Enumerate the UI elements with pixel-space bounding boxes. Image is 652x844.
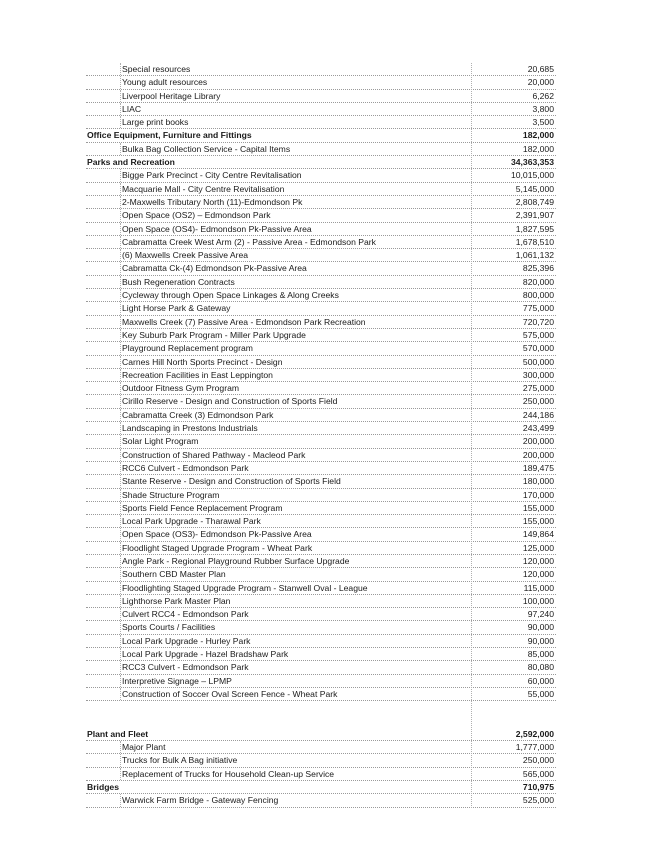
item-description: Culvert RCC4 - Edmondson Park bbox=[122, 609, 249, 620]
item-amount: 10,015,000 bbox=[510, 170, 554, 181]
table-row bbox=[86, 794, 556, 807]
item-description: Stante Reserve - Design and Construction of Sports Field bbox=[122, 476, 341, 487]
item-amount: 100,000 bbox=[522, 595, 554, 606]
item-amount: 300,000 bbox=[522, 369, 554, 380]
category-total: 34,363,353 bbox=[510, 157, 554, 168]
table-row bbox=[86, 183, 556, 196]
table-row bbox=[86, 754, 556, 767]
item-amount: 20,000 bbox=[527, 77, 554, 88]
item-amount: 80,080 bbox=[527, 662, 554, 673]
item-description: Landscaping in Prestons Industrials bbox=[122, 423, 258, 434]
item-description: Floodlight Staged Upgrade Program - Wheat Park bbox=[122, 542, 313, 553]
amount-column-divider bbox=[471, 63, 472, 808]
table-row bbox=[86, 209, 556, 222]
item-amount: 800,000 bbox=[522, 290, 554, 301]
table-row bbox=[86, 369, 556, 382]
table-row bbox=[86, 276, 556, 289]
item-amount: 570,000 bbox=[522, 343, 554, 354]
item-amount: 720,720 bbox=[522, 316, 554, 327]
item-description: Open Space (OS4)- Edmondson Pk-Passive Area bbox=[122, 223, 312, 234]
blank-row bbox=[86, 715, 556, 728]
item-amount: 115,000 bbox=[523, 582, 554, 593]
item-amount: 120,000 bbox=[522, 555, 554, 566]
item-amount: 170,000 bbox=[522, 489, 554, 500]
item-amount: 825,396 bbox=[522, 263, 554, 274]
item-amount: 120,000 bbox=[522, 569, 554, 580]
item-amount: 244,186 bbox=[522, 409, 554, 420]
table-row bbox=[86, 675, 556, 688]
item-description: 2-Maxwells Tributary North (11)-Edmondson Pk bbox=[122, 196, 303, 207]
table-row bbox=[86, 116, 556, 129]
table-row bbox=[86, 435, 556, 448]
item-amount: 55,000 bbox=[527, 688, 554, 699]
category-name: Plant and Fleet bbox=[87, 728, 149, 739]
category-row bbox=[86, 129, 556, 142]
item-description: Carnes Hill North Sports Precinct - Design bbox=[122, 356, 283, 367]
table-row bbox=[86, 621, 556, 634]
item-amount: 243,499 bbox=[522, 423, 554, 434]
item-amount: 189,475 bbox=[522, 462, 554, 473]
item-description: Cabramatta Ck-(4) Edmondson Pk-Passive Area bbox=[122, 263, 307, 274]
item-description: Replacement of Trucks for Household Clean-up Service bbox=[122, 768, 335, 779]
table-row bbox=[86, 555, 556, 568]
table-row bbox=[86, 422, 556, 435]
item-amount: 6,262 bbox=[532, 90, 554, 101]
table-row bbox=[86, 76, 556, 89]
item-description: Cycleway through Open Space Linkages & Along Creeks bbox=[122, 290, 339, 301]
item-amount: 20,685 bbox=[527, 64, 554, 74]
item-amount: 1,061,132 bbox=[515, 250, 554, 261]
table-row bbox=[86, 528, 556, 541]
item-description: Local Park Upgrade - Tharawal Park bbox=[122, 516, 261, 527]
item-amount: 275,000 bbox=[522, 383, 554, 394]
item-description: Local Park Upgrade - Hurley Park bbox=[122, 635, 251, 646]
item-description: Trucks for Bulk A Bag initiative bbox=[122, 755, 238, 766]
item-description: Bush Regeneration Contracts bbox=[122, 276, 235, 287]
category-row bbox=[86, 156, 556, 169]
table-row bbox=[86, 661, 556, 674]
item-description: Solar Light Program bbox=[122, 436, 199, 447]
table-row bbox=[86, 462, 556, 475]
item-amount: 775,000 bbox=[522, 303, 554, 314]
item-description: Construction of Shared Pathway - Macleod Park bbox=[122, 449, 306, 460]
item-description: Liverpool Heritage Library bbox=[122, 90, 221, 101]
item-description: Lighthorse Park Master Plan bbox=[122, 595, 231, 606]
item-amount: 3,800 bbox=[532, 103, 554, 114]
item-amount: 155,000 bbox=[522, 502, 554, 513]
item-description: Open Space (OS3)- Edmondson Pk-Passive Area bbox=[122, 529, 312, 540]
table-row bbox=[86, 608, 556, 621]
item-amount: 820,000 bbox=[522, 276, 554, 287]
item-amount: 125,000 bbox=[522, 542, 554, 553]
item-description: Floodlighting Staged Upgrade Program - Stanwell Oval - League bbox=[122, 582, 368, 593]
table-row bbox=[86, 289, 556, 302]
item-amount: 2,808,749 bbox=[515, 196, 554, 207]
table-row bbox=[86, 169, 556, 182]
item-description: Light Horse Park & Gateway bbox=[122, 303, 231, 314]
table-row bbox=[86, 342, 556, 355]
category-name: Office Equipment, Furniture and Fittings bbox=[87, 130, 252, 141]
item-description: Maxwells Creek (7) Passive Area - Edmondson Park Recreation bbox=[122, 316, 366, 327]
item-amount: 1,827,595 bbox=[515, 223, 554, 234]
category-name: Bridges bbox=[87, 782, 119, 793]
item-amount: 155,000 bbox=[522, 516, 554, 527]
item-amount: 85,000 bbox=[527, 649, 554, 660]
table-row bbox=[86, 688, 556, 701]
item-amount: 250,000 bbox=[522, 755, 554, 766]
item-description: Sports Courts / Facilities bbox=[122, 622, 216, 633]
item-description: Cabramatta Creek West Arm (2) - Passive Area - Edmondson Park bbox=[122, 236, 376, 247]
item-amount: 2,391,907 bbox=[515, 210, 554, 221]
category-total: 182,000 bbox=[522, 130, 554, 141]
blank-row bbox=[86, 701, 556, 714]
item-description: Playground Replacement program bbox=[122, 343, 253, 354]
table-row bbox=[86, 449, 556, 462]
table-row bbox=[86, 90, 556, 103]
item-description: (6) Maxwells Creek Passive Area bbox=[122, 250, 249, 261]
table-row bbox=[86, 249, 556, 262]
table-row bbox=[86, 103, 556, 116]
item-amount: 525,000 bbox=[522, 795, 554, 806]
item-description: Large print books bbox=[122, 117, 189, 128]
item-description: Cirillo Reserve - Design and Construction of Sports Field bbox=[122, 396, 338, 407]
item-amount: 200,000 bbox=[522, 449, 554, 460]
item-description: Interpretive Signage – LPMP bbox=[122, 675, 232, 686]
table-row bbox=[86, 196, 556, 209]
item-amount: 200,000 bbox=[522, 436, 554, 447]
table-row bbox=[86, 223, 556, 236]
table-row bbox=[86, 143, 556, 156]
item-description: Sports Field Fence Replacement Program bbox=[122, 502, 283, 513]
item-description: Bulka Bag Collection Service - Capital Items bbox=[122, 143, 291, 154]
table-row bbox=[86, 475, 556, 488]
table-row bbox=[86, 356, 556, 369]
capital-works-table bbox=[86, 63, 556, 808]
item-description: Key Suburb Park Program - Miller Park Upgrade bbox=[122, 329, 306, 340]
item-amount: 180,000 bbox=[522, 476, 554, 487]
item-amount: 97,240 bbox=[527, 609, 554, 620]
table-row bbox=[86, 635, 556, 648]
table-row bbox=[86, 63, 556, 76]
item-amount: 60,000 bbox=[527, 675, 554, 686]
item-amount: 182,000 bbox=[522, 143, 554, 154]
table-row bbox=[86, 409, 556, 422]
item-description: Shade Structure Program bbox=[122, 489, 220, 500]
item-description: Outdoor Fitness Gym Program bbox=[122, 383, 240, 394]
item-amount: 90,000 bbox=[527, 635, 554, 646]
item-description: Major Plant bbox=[122, 742, 166, 753]
item-description: Local Park Upgrade - Hazel Bradshaw Park bbox=[122, 649, 289, 660]
item-description: Construction of Soccer Oval Screen Fence - Wheat Park bbox=[122, 688, 338, 699]
category-total: 710,975 bbox=[522, 782, 554, 793]
item-description: Macquarie Mall - City Centre Revitalisation bbox=[122, 183, 285, 194]
item-amount: 5,145,000 bbox=[515, 183, 554, 194]
table-row bbox=[86, 515, 556, 528]
table-row bbox=[86, 582, 556, 595]
item-description: Young adult resources bbox=[122, 77, 208, 88]
item-description: LIAC bbox=[122, 103, 142, 114]
category-name: Parks and Recreation bbox=[87, 157, 175, 168]
item-description: Warwick Farm Bridge - Gateway Fencing bbox=[122, 795, 279, 806]
item-amount: 1,777,000 bbox=[515, 742, 554, 753]
table-row bbox=[86, 768, 556, 781]
item-description: Recreation Facilities in East Leppington bbox=[122, 369, 273, 380]
item-description: Southern CBD Master Plan bbox=[122, 569, 226, 580]
table-row bbox=[86, 648, 556, 661]
category-row bbox=[86, 728, 556, 741]
category-row bbox=[86, 781, 556, 794]
table-row bbox=[86, 595, 556, 608]
table-row bbox=[86, 262, 556, 275]
item-amount: 250,000 bbox=[522, 396, 554, 407]
item-description: Cabramatta Creek (3) Edmondson Park bbox=[122, 409, 274, 420]
item-description: RCC6 Culvert - Edmondson Park bbox=[122, 462, 249, 473]
item-description: Bigge Park Precinct - City Centre Revitalisation bbox=[122, 170, 302, 181]
item-amount: 565,000 bbox=[522, 768, 554, 779]
item-amount: 575,000 bbox=[522, 329, 554, 340]
item-amount: 90,000 bbox=[527, 622, 554, 633]
table-row bbox=[86, 489, 556, 502]
item-description: Special resources bbox=[122, 64, 191, 74]
table-row bbox=[86, 502, 556, 515]
category-total: 2,592,000 bbox=[515, 728, 554, 739]
table-row bbox=[86, 302, 556, 315]
item-amount: 1,678,510 bbox=[515, 236, 554, 247]
table-row bbox=[86, 741, 556, 754]
item-amount: 149,864 bbox=[522, 529, 554, 540]
table-row bbox=[86, 236, 556, 249]
table-row bbox=[86, 382, 556, 395]
item-description: RCC3 Culvert - Edmondson Park bbox=[122, 662, 249, 673]
table-row bbox=[86, 395, 556, 408]
item-amount: 3,500 bbox=[532, 117, 554, 128]
table-row bbox=[86, 329, 556, 342]
table-row bbox=[86, 316, 556, 329]
item-description: Open Space (OS2) – Edmondson Park bbox=[122, 210, 271, 221]
item-amount: 500,000 bbox=[522, 356, 554, 367]
table-row bbox=[86, 542, 556, 555]
table-row bbox=[86, 568, 556, 581]
item-description: Angle Park - Regional Playground Rubber Surface Upgrade bbox=[122, 555, 350, 566]
